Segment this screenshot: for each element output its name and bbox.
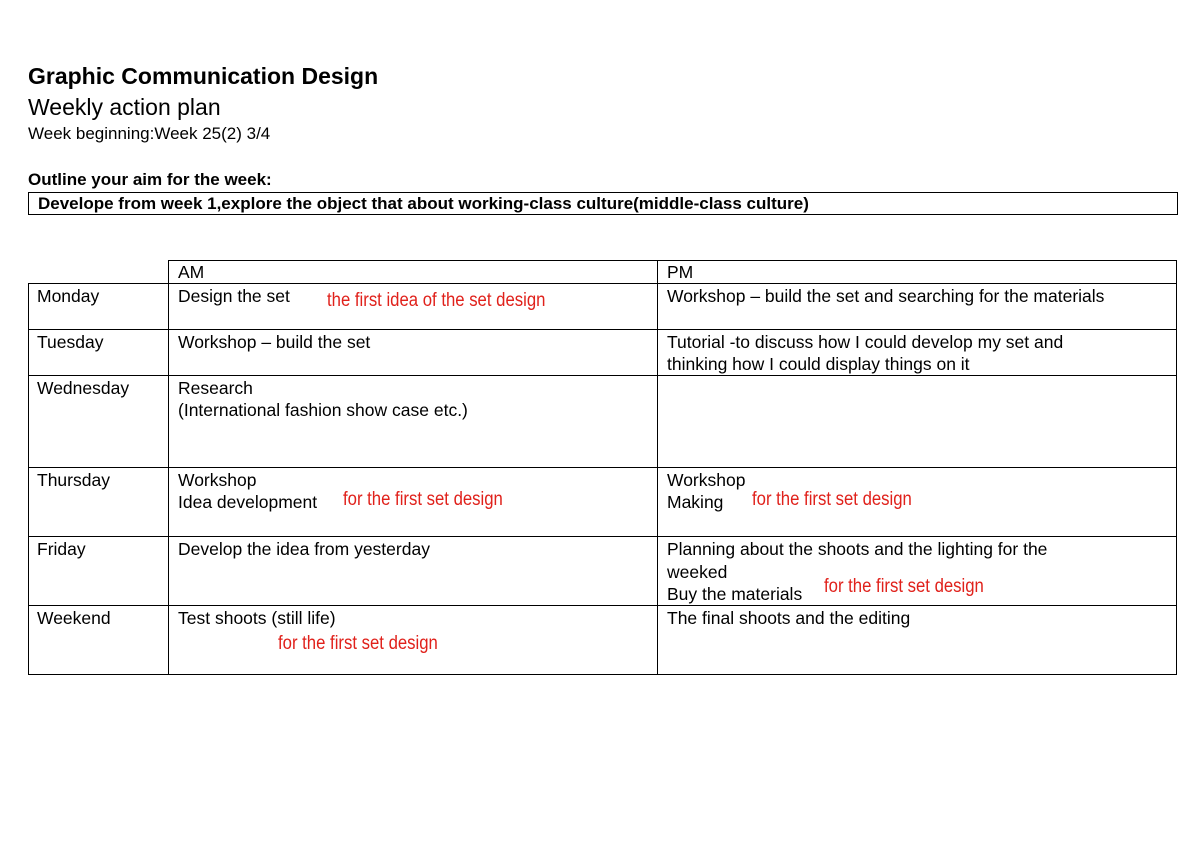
handwritten-annotation: for the first set design xyxy=(824,576,984,597)
pm-cell-text: Workshop – build the set and searching for the materials xyxy=(667,286,1105,306)
table-line xyxy=(168,260,169,675)
am-cell-text: Develop the idea from yesterday xyxy=(178,539,430,559)
table-line xyxy=(28,536,1177,537)
aim-box xyxy=(28,192,1178,215)
handwritten-annotation: for the first set design xyxy=(278,633,438,654)
aim-label: Outline your aim for the week: xyxy=(28,170,272,189)
day-label: Monday xyxy=(37,286,100,306)
pm-cell-text: Tutorial -to discuss how I could develop my set and xyxy=(667,332,1064,352)
day-label: Thursday xyxy=(37,470,110,490)
table-line xyxy=(28,283,1177,284)
pm-cell-text: Making xyxy=(667,492,724,512)
day-label: Wednesday xyxy=(37,378,130,398)
table-line xyxy=(28,329,1177,330)
table-line xyxy=(657,260,658,675)
column-header-pm: PM xyxy=(667,262,694,282)
pm-cell-text: Workshop xyxy=(667,470,746,490)
table-line xyxy=(28,467,1177,468)
day-label: Friday xyxy=(37,539,86,559)
table-line xyxy=(1176,260,1177,675)
pm-cell-text: weeked xyxy=(667,562,728,582)
am-cell-text: (International fashion show case etc.) xyxy=(178,400,468,420)
pm-cell-text: Planning about the shoots and the lighting for the xyxy=(667,539,1048,559)
day-label: Tuesday xyxy=(37,332,104,352)
am-cell-text: Design the set xyxy=(178,286,290,306)
handwritten-annotation: the first idea of the set design xyxy=(327,290,546,311)
table-line xyxy=(28,375,1177,376)
handwritten-annotation: for the first set design xyxy=(752,489,912,510)
am-cell-text: Workshop xyxy=(178,470,257,490)
handwritten-annotation: for the first set design xyxy=(343,489,503,510)
document-title: Graphic Communication Design xyxy=(28,63,379,89)
column-header-am: AM xyxy=(178,262,205,282)
pm-cell-text: Buy the materials xyxy=(667,584,803,604)
am-cell-text: Workshop – build the set xyxy=(178,332,371,352)
week-beginning: Week beginning:Week 25(2) 3/4 xyxy=(28,124,271,143)
pm-cell-text: The final shoots and the editing xyxy=(667,608,911,628)
weekly-plan-table xyxy=(28,260,1177,675)
table-line xyxy=(28,674,1177,675)
day-label: Weekend xyxy=(37,608,111,628)
table-line xyxy=(28,283,29,675)
table-line xyxy=(28,605,1177,606)
am-cell-text: Test shoots (still life) xyxy=(178,608,336,628)
aim-text: Develope from week 1,explore the object that about working-class culture(middle-class culture) xyxy=(38,194,809,213)
pm-cell-text: thinking how I could display things on it xyxy=(667,354,970,374)
am-cell-text: Research xyxy=(178,378,253,398)
document-subtitle: Weekly action plan xyxy=(28,94,221,120)
am-cell-text: Idea development xyxy=(178,492,318,512)
